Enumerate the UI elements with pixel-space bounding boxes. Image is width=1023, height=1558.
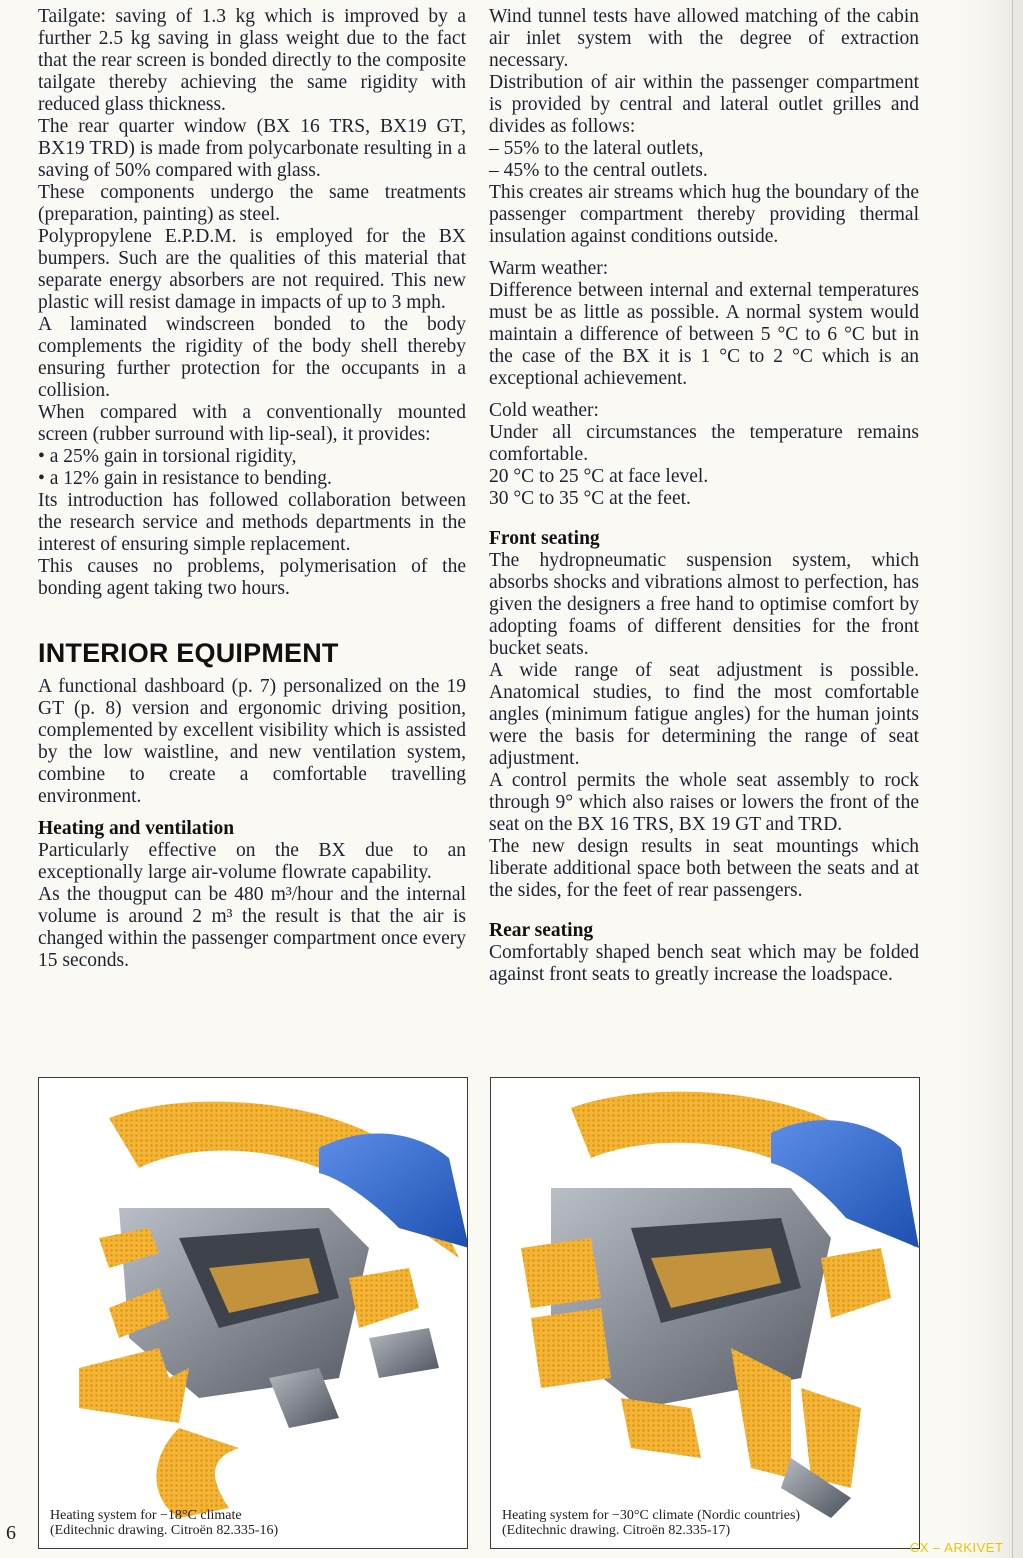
figure-caption-30c: [502, 1508, 800, 1538]
flowrate-paragraph: Particularly effective on the BX due to an exceptionally large air-volume flowrate capability.: [38, 840, 466, 883]
bonding-paragraph: This causes no problems, polymerisation of the bonding agent taking two hours.: [38, 556, 466, 599]
air-streams-paragraph: This creates air streams which hug the boundary of the passenger compartment thereby providing thermal insulation against conditions outside.: [489, 182, 919, 247]
warm-weather-label: Warm weather:: [489, 258, 609, 279]
cold-weather-paragraph: Under all circumstances the temperature remains comfortable.: [489, 422, 919, 465]
dashboard-paragraph: A functional dashboard (p. 7) personalized on the 19 GT (p. 8) version and ergonomic driving position, complemented by excellent visibility which is assisted by the low waistline, and new ventilation system, combine to create a comfortable travelling environment.: [38, 676, 466, 807]
archive-watermark: CX – ARKIVET: [910, 1540, 1004, 1555]
bullet-torsional: • a 25% gain in torsional rigidity,: [38, 446, 297, 467]
bullet-bending: • a 12% gain in resistance to bending.: [38, 468, 332, 489]
face-level-temperature: 20 °C to 25 °C at face level.: [489, 466, 709, 487]
windscreen-paragraph: A laminated windscreen bonded to the body complements the rigidity of the body shell thereby ensuring further protection for the occupants in a collision.: [38, 314, 466, 401]
treatment-paragraph: These components undergo the same treatments (preparation, painting) as steel.: [38, 182, 466, 225]
figure-caption-credit: (Editechnic drawing. Citroën 82.335-17): [502, 1523, 731, 1538]
lateral-outlets-item: – 55% to the lateral outlets,: [489, 138, 704, 159]
quarter-window-paragraph: The rear quarter window (BX 16 TRS, BX19 GT, BX19 TRD) is made from polycarbonate resulting in a saving of 50% compared with glass.: [38, 116, 466, 181]
page-fold-shadow: [960, 0, 1023, 1558]
suspension-paragraph: The hydropneumatic suspension system, which absorbs shocks and vibrations almost to perfection, has given the designers a free hand to optimise comfort by adopting foams of different densities for the front bucket seats.: [489, 550, 919, 659]
heating-figure-18c: [38, 1077, 468, 1549]
page-fold-line: [1012, 0, 1013, 1558]
distribution-paragraph: Distribution of air within the passenger compartment is provided by central and lateral outlet grilles and divides as follows:: [489, 72, 919, 137]
left-column: [38, 6, 466, 972]
rear-seating-heading: Rear seating: [489, 920, 594, 941]
seat-rock-paragraph: A control permits the whole seat assembly to rock through 9° which also raises or lowers the front of the seat on the BX 16 TRS, BX 19 GT and TRD.: [489, 770, 919, 835]
page-number: 6: [6, 1522, 16, 1544]
seat-adjustment-paragraph: A wide range of seat adjustment is possible. Anatomical studies, to find the most comfortable angles (minimum fatigue angles) for the human joints were the basis for determining the range of seat adjustment.: [489, 660, 919, 769]
right-column: [489, 6, 919, 986]
cold-weather-label: Cold weather:: [489, 400, 599, 421]
air-change-paragraph: As the thougput can be 480 m³/hour and the internal volume is around 2 m³ the result is that the air is changed within the passenger compartment once every 15 seconds.: [38, 884, 466, 971]
front-seating-heading: Front seating: [489, 528, 600, 549]
figure-caption-credit: (Editechnic drawing. Citroën 82.335-16): [50, 1523, 279, 1538]
tailgate-paragraph: Tailgate: saving of 1.3 kg which is improved by a further 2.5 kg saving in glass weight due to the fact that the rear screen is bonded directly to the composite tailgate thereby achieving the same rigidity with reduced glass thickness.: [38, 6, 466, 115]
warm-weather-paragraph: Difference between internal and external temperatures must be as little as possible. A normal system would maintain a difference of between 5 °C to 6 °C but in the case of the BX it is 1 °C to 2 °C which is an exceptional achievement.: [489, 280, 919, 389]
bench-seat-paragraph: Comfortably shaped bench seat which may be folded against front seats to greatly increase the loadspace.: [489, 942, 919, 985]
figure-caption-18c: [50, 1508, 278, 1538]
heating-figure-30c: [490, 1077, 920, 1549]
feet-temperature: 30 °C to 35 °C at the feet.: [489, 488, 691, 509]
central-outlets-item: – 45% to the central outlets.: [489, 160, 708, 181]
bumpers-paragraph: Polypropylene E.P.D.M. is employed for the BX bumpers. Such are the qualities of this material that separate energy absorbers are not required. This new plastic will resist damage in impacts of up to 3 mph.: [38, 226, 466, 313]
seat-mountings-paragraph: The new design results in seat mountings which liberate additional space both between the seats and at the sides, for the feet of rear passengers.: [489, 836, 919, 901]
wind-tunnel-paragraph: Wind tunnel tests have allowed matching of the cabin air inlet system with the degree of extraction necessary.: [489, 6, 919, 71]
section-title: INTERIOR EQUIPMENT: [38, 638, 339, 668]
collaboration-paragraph: Its introduction has followed collaboration between the research service and methods departments in the interest of ensuring simple replacement.: [38, 490, 466, 555]
heating-system-illustration-18c: [39, 1078, 467, 1548]
figure-caption-title: Heating system for −30°C climate (Nordic countries): [502, 1508, 801, 1523]
heating-heading: Heating and ventilation: [38, 818, 235, 839]
comparison-paragraph: When compared with a conventionally mounted screen (rubber surround with lip-seal), it provides:: [38, 402, 466, 445]
heating-system-illustration-30c: [491, 1078, 919, 1548]
figure-caption-title: Heating system for −18°C climate: [50, 1508, 242, 1523]
